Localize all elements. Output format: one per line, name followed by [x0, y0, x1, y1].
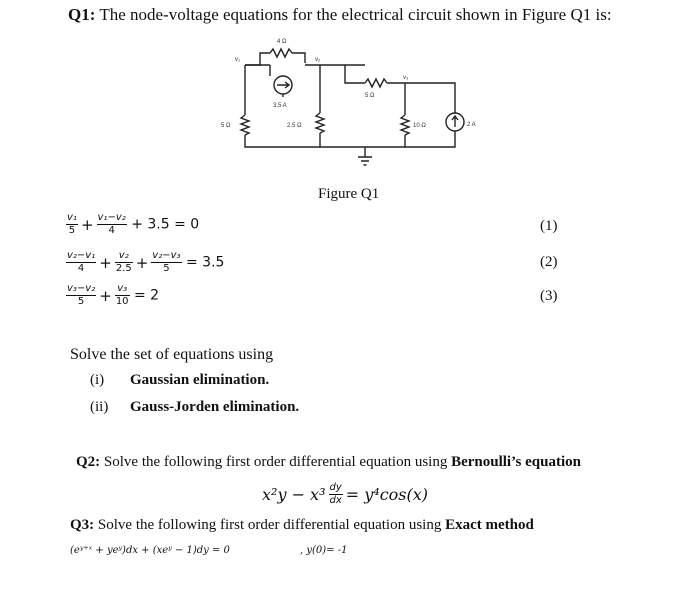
q2-heading: Q2: Solve the following first order differential equation using Bernoulli’s equation	[76, 454, 581, 470]
equation-1-number: (1)	[540, 218, 558, 234]
resistor-5ohm-b	[365, 79, 387, 87]
q3-initial-condition: , y(0)= -1	[300, 545, 348, 556]
equation-2: $\frac{\text{v₂−v₁}}{4}$ + $\frac{\text{v₂}}{2.5}$ + $\frac{\text{v₂−v₃}}{5}$ = 3.5	[67, 250, 225, 274]
q2-equation: x²y − x³ $\frac{dy}{dx}$ = y⁴cos(x)	[262, 482, 429, 506]
label-10ohm: 10 Ω	[413, 123, 426, 129]
label-5ohm-a: 5 Ω	[221, 123, 231, 129]
q3-equation: (eʸ⁺ˣ + yeʸ)dx + (xeʸ − 1)dy = 0	[70, 545, 230, 556]
resistor-2-5ohm	[316, 113, 324, 133]
label-2-5ohm: 2.5 Ω	[287, 123, 302, 129]
resistor-10ohm	[401, 115, 409, 135]
label-v2: v₂	[315, 57, 321, 63]
method-i: (i) Gaussian elimination.	[90, 372, 270, 388]
q1-heading	[68, 5, 612, 25]
label-5ohm-b: 5 Ω	[365, 93, 375, 99]
label-v3: v₃	[403, 75, 409, 81]
ground-symbol	[358, 157, 372, 165]
resistor-4ohm	[270, 49, 292, 57]
label-3-5a: 3.5 A	[273, 103, 287, 109]
equation-1: $\frac{\text{v₁}}{5}$ + $\frac{\text{v₁−v₂}}{4}$ + 3.5 = 0	[67, 212, 200, 236]
figure-caption: Figure Q1	[318, 186, 380, 202]
method-ii: (ii) Gauss-Jorden elimination.	[90, 399, 300, 415]
q1-label: Q1:	[68, 5, 96, 24]
circuit-diagram	[215, 35, 495, 175]
q3-heading: Q3: Solve the following first order differential equation using Exact method	[70, 517, 534, 533]
label-2a: 2 A	[467, 122, 476, 128]
label-v1: v₁	[235, 57, 241, 63]
q1-text: The node-voltage equations for the electrical circuit shown in Figure Q1 is:	[95, 5, 612, 24]
equation-3: $\frac{\text{v₃−v₂}}{5}$ + $\frac{\text{v₃}}{10}$ = 2	[67, 283, 160, 307]
equation-3-number: (3)	[540, 288, 558, 304]
equation-2-number: (2)	[540, 254, 558, 270]
label-4ohm: 4 Ω	[277, 39, 287, 45]
q1-instruction: Solve the set of equations using	[70, 346, 274, 363]
resistor-5ohm-a	[241, 115, 249, 135]
